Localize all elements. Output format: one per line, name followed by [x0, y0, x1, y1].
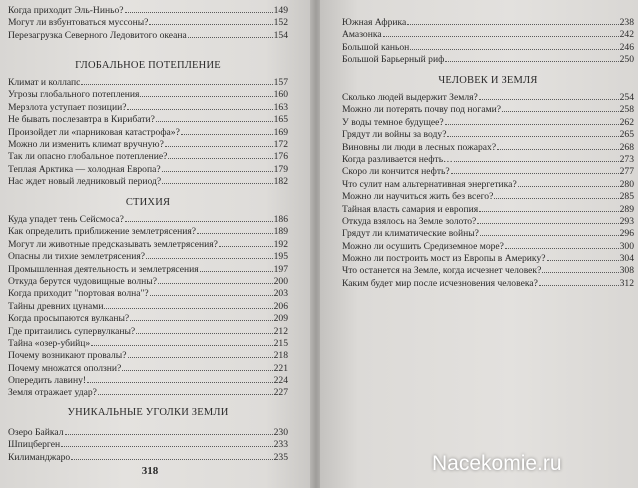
toc-entry-page: 189: [273, 226, 288, 238]
toc-entry-page: 176: [273, 151, 288, 163]
toc-entry-page: 262: [619, 116, 634, 128]
toc-entry-page: 203: [273, 288, 288, 300]
toc-entry: [8, 349, 288, 361]
toc-entry: [8, 337, 288, 349]
toc-entry-title: Когда просыпаются вулканы?: [8, 313, 130, 325]
dot-leader: [65, 426, 273, 435]
toc-entry: [8, 213, 288, 225]
toc-entry-title: Когда приходит "портовая волна"?: [8, 288, 149, 300]
page-number: 318: [141, 465, 159, 477]
toc-entry-title: Мерзлота уступает позиции?: [8, 101, 127, 113]
dot-leader: [61, 438, 273, 447]
toc-entry-page: 254: [619, 92, 634, 103]
dot-leader: [125, 213, 273, 222]
toc-entry-title: Не бывать послезавтра в Кирибати?: [8, 114, 155, 126]
toc-entry-page: 289: [619, 203, 634, 215]
toc-entry-title: Земля отражает удар?: [8, 387, 97, 399]
toc-entry-title: Промышленная деятельность и землетрясения: [8, 263, 199, 275]
toc-entry-title: Угрозы глобального потепления: [8, 89, 140, 101]
dot-leader: [122, 362, 272, 371]
toc-entry-page: 233: [273, 439, 288, 451]
toc-entry: [342, 91, 634, 103]
toc-entry-page: 221: [273, 362, 288, 374]
dot-leader: [168, 150, 272, 159]
toc-entry-page: 268: [619, 141, 634, 153]
toc-entry-page: 215: [273, 337, 288, 349]
dot-leader: [539, 277, 619, 286]
toc-entry-page: 218: [273, 350, 288, 362]
toc-entry-page: 277: [619, 166, 634, 178]
toc-entry-page: 165: [273, 114, 288, 126]
toc-entry-page: 206: [273, 300, 288, 312]
toc-entry-title: Откуда берутся чудовищные волны?: [8, 275, 157, 287]
toc-entry-title: Большой Барьерный риф: [342, 54, 445, 66]
left-page: [0, 0, 312, 488]
toc-entry: [342, 116, 634, 128]
toc-entry: [342, 28, 634, 40]
toc-entry-title: Где притаились супервулканы?: [8, 325, 136, 337]
toc-entry-title: Откуда взялось на Земле золото?: [342, 215, 477, 227]
toc-entry-page: 200: [273, 275, 288, 287]
toc-entry-title: Можно ли построить мост из Европы в Америку?: [342, 253, 546, 265]
toc-entry-title: Грядут ли климатические войны?: [342, 228, 479, 240]
toc-entry: [342, 165, 634, 177]
toc-entry-title: Озеро Байкал: [8, 427, 64, 438]
toc-entry-title: Скоро ли кончится нефть?: [342, 166, 450, 178]
toc-entry: [342, 240, 634, 252]
dot-leader: [479, 203, 618, 212]
toc-entry-page: 182: [273, 176, 288, 188]
toc-entry: [342, 252, 634, 264]
toc-entry-title: Когда разливается нефть…: [342, 153, 453, 165]
toc-entry-page: 242: [619, 29, 634, 41]
toc-entry-title: Что сулит нам альтернативная энергетика?: [342, 178, 517, 190]
toc-entry-page: 238: [619, 17, 634, 28]
dot-leader: [219, 238, 273, 247]
dot-leader: [445, 116, 619, 125]
toc-entry-title: Теплая Арктика — холодная Европа?: [8, 163, 161, 175]
toc-entry-title: Почему множатся оползни?: [8, 362, 122, 374]
dot-leader: [547, 252, 619, 261]
toc-entry: [342, 103, 634, 115]
toc-entry: [8, 426, 288, 438]
dot-leader: [158, 275, 273, 284]
toc-entry-page: 227: [273, 387, 288, 399]
toc-entry: [342, 128, 634, 140]
toc-entry-page: 296: [619, 228, 634, 240]
toc-entry-title: Могут ли взбунтоваться муссоны?: [8, 17, 149, 29]
dot-leader: [87, 374, 273, 383]
toc-entry-title: Перезагрузка Северного Ледовитого океана: [8, 29, 187, 41]
toc-entry: [8, 451, 288, 463]
toc-entry: [342, 53, 634, 65]
toc-entry-page: 308: [619, 265, 634, 277]
toc-entry-page: 224: [273, 375, 288, 387]
toc-entry-page: 163: [273, 101, 288, 113]
dot-leader: [146, 250, 273, 259]
dot-leader: [98, 386, 273, 395]
toc-entry-page: 230: [273, 427, 288, 438]
toc-entry-title: Килиманджаро: [8, 451, 71, 463]
toc-entry: [8, 175, 288, 187]
dot-leader: [136, 325, 272, 334]
toc-entry-title: Сколько людей выдержит Земля?: [342, 92, 478, 103]
dot-leader: [447, 128, 618, 137]
toc-entry: [8, 16, 288, 28]
toc-entry-title: Что останется на Земле, когда исчезнет человек?: [342, 265, 542, 277]
dot-leader: [505, 240, 619, 249]
left-section-2: [8, 426, 288, 463]
dot-leader: [128, 349, 273, 358]
dot-leader: [104, 300, 272, 309]
toc-entry: [8, 312, 288, 324]
toc-entry-title: Климат и коллапс: [8, 77, 81, 88]
dot-leader: [197, 225, 273, 234]
dot-leader: [91, 337, 272, 346]
toc-entry-title: Опередить лавину!: [8, 375, 87, 387]
dot-leader: [200, 263, 273, 272]
dot-leader: [165, 138, 273, 147]
left-section-1: [8, 213, 288, 399]
dot-leader: [156, 113, 273, 122]
toc-entry-title: Произойдет ли «парниковая катастрофа»?: [8, 126, 180, 138]
toc-entry-page: 250: [619, 54, 634, 66]
toc-entry-title: Так ли опасно глобальное потепление?: [8, 151, 168, 163]
section-heading: ГЛОБАЛЬНОЕ ПОТЕПЛЕНИЕ: [75, 60, 221, 71]
toc-entry: [342, 190, 634, 202]
toc-entry-page: 209: [273, 313, 288, 325]
toc-entry: [8, 138, 288, 150]
dot-leader: [181, 126, 273, 135]
right-top-entries: [342, 16, 634, 66]
toc-entry-title: Опасны ли тихие землетрясения?: [8, 251, 146, 263]
toc-entry-title: Можно ли осушить Средиземное море?: [342, 240, 504, 252]
left-section-0: [8, 76, 288, 188]
right-page: [320, 0, 638, 488]
toc-entry-page: 304: [619, 253, 634, 265]
toc-entry: [342, 41, 634, 53]
toc-entry: [8, 76, 288, 88]
toc-entry-page: 235: [273, 451, 288, 463]
dot-leader: [383, 28, 619, 37]
toc-entry-page: 246: [619, 41, 634, 53]
toc-entry-page: 149: [273, 5, 288, 16]
dot-leader: [518, 178, 619, 187]
toc-entry: [8, 150, 288, 162]
dot-leader: [407, 16, 618, 25]
toc-entry-page: 258: [619, 104, 634, 116]
toc-entry: [8, 275, 288, 287]
toc-entry: [8, 263, 288, 275]
toc-entry: [8, 374, 288, 386]
toc-entry: [8, 362, 288, 374]
toc-entry-page: 186: [273, 214, 288, 225]
toc-entry-page: 172: [273, 138, 288, 150]
toc-entry: [8, 88, 288, 100]
toc-entry: [342, 203, 634, 215]
toc-entry: [342, 16, 634, 28]
toc-entry: [342, 141, 634, 153]
watermark-text: Nacekomie.ru: [432, 452, 562, 475]
toc-entry-page: 152: [273, 17, 288, 29]
toc-entry: [8, 325, 288, 337]
dot-leader: [149, 16, 272, 25]
toc-entry-page: 195: [273, 251, 288, 263]
dot-leader: [480, 227, 619, 236]
dot-leader: [479, 91, 619, 100]
dot-leader: [162, 175, 272, 184]
toc-entry: [342, 277, 634, 289]
toc-entry: [8, 438, 288, 450]
toc-entry: [8, 113, 288, 125]
toc-entry-page: 273: [619, 153, 634, 165]
left-top-entries: [8, 4, 288, 41]
dot-leader: [497, 141, 619, 150]
toc-entry: [8, 101, 288, 113]
dot-leader: [130, 312, 272, 321]
toc-entry: [342, 227, 634, 239]
toc-entry: [342, 264, 634, 276]
section-heading: УНИКАЛЬНЫЕ УГОЛКИ ЗЕМЛИ: [67, 407, 229, 418]
dot-leader: [477, 215, 618, 224]
dot-leader: [188, 29, 273, 38]
toc-entry-title: Можно ли изменить климат вручную?: [8, 138, 164, 150]
toc-entry-title: Нас ждет новый ледниковый период?: [8, 176, 162, 188]
toc-entry-title: Почему возникают провалы?: [8, 350, 127, 362]
toc-entry-title: Можно ли потерять почву под ногами?: [342, 104, 501, 116]
toc-entry-title: У воды темное будущее?: [342, 116, 444, 128]
dot-leader: [410, 41, 618, 50]
dot-leader: [542, 264, 618, 273]
toc-entry-page: 169: [273, 126, 288, 138]
dot-leader: [494, 190, 618, 199]
toc-entry-page: 160: [273, 89, 288, 101]
toc-entry-page: 192: [273, 238, 288, 250]
toc-entry: [342, 153, 634, 165]
toc-entry-page: 265: [619, 129, 634, 141]
toc-entry-page: 197: [273, 263, 288, 275]
toc-entry: [8, 4, 288, 16]
toc-entry: [342, 178, 634, 190]
toc-entry-title: Амазонка: [342, 29, 382, 41]
toc-entry-title: Грядут ли войны за воду?: [342, 129, 447, 141]
toc-entry-title: Когда приходит Эль-Ниньо?: [8, 5, 124, 16]
toc-entry: [8, 300, 288, 312]
toc-entry-title: Тайна «озер-убийц»: [8, 337, 91, 349]
toc-entry-page: 312: [619, 277, 634, 289]
toc-entry-title: Могут ли животные предсказывать землетрясения?: [8, 238, 218, 250]
right-section-0: [342, 91, 634, 289]
toc-entry-title: Большой каньон: [342, 41, 410, 53]
toc-entry-title: Можно ли научиться жить без всего?: [342, 191, 494, 203]
toc-entry-title: Как определить приближение землетрясения?: [8, 226, 197, 238]
toc-entry-page: 157: [273, 77, 288, 88]
toc-entry-page: 154: [273, 29, 288, 41]
toc-entry: [8, 386, 288, 398]
dot-leader: [125, 4, 273, 13]
toc-entry: [342, 215, 634, 227]
dot-leader: [140, 88, 272, 97]
section-heading: СТИХИЯ: [125, 197, 171, 208]
dot-leader: [502, 103, 619, 112]
dot-leader: [445, 53, 618, 62]
toc-entry-title: Южная Африка: [342, 17, 407, 28]
toc-entry-title: Каким будет мир после исчезновения человека?: [342, 277, 538, 289]
toc-entry: [8, 29, 288, 41]
toc-entry-title: Тайны древних цунами: [8, 300, 104, 312]
toc-entry: [8, 163, 288, 175]
dot-leader: [451, 165, 619, 174]
toc-entry-page: 293: [619, 215, 634, 227]
toc-entry-page: 179: [273, 163, 288, 175]
toc-entry: [8, 287, 288, 299]
toc-entry-page: 300: [619, 240, 634, 252]
toc-entry: [8, 250, 288, 262]
toc-entry-page: 212: [273, 325, 288, 337]
dot-leader: [150, 287, 273, 296]
toc-entry: [8, 225, 288, 237]
dot-leader: [71, 451, 272, 460]
toc-entry-page: 280: [619, 178, 634, 190]
dot-leader: [454, 153, 619, 162]
toc-entry-title: Шпицберген: [8, 439, 61, 451]
toc-entry: [8, 126, 288, 138]
dot-leader: [81, 76, 272, 85]
toc-entry-title: Куда упадет тень Сейсмоса?: [8, 214, 124, 225]
toc-entry-title: Тайная власть самария и европия: [342, 203, 479, 215]
toc-entry: [8, 238, 288, 250]
section-heading: ЧЕЛОВЕК И ЗЕМЛЯ: [438, 75, 538, 86]
dot-leader: [162, 163, 273, 172]
toc-entry-title: Виновны ли люди в лесных пожарах?: [342, 141, 497, 153]
toc-entry-page: 285: [619, 191, 634, 203]
dot-leader: [127, 101, 272, 110]
